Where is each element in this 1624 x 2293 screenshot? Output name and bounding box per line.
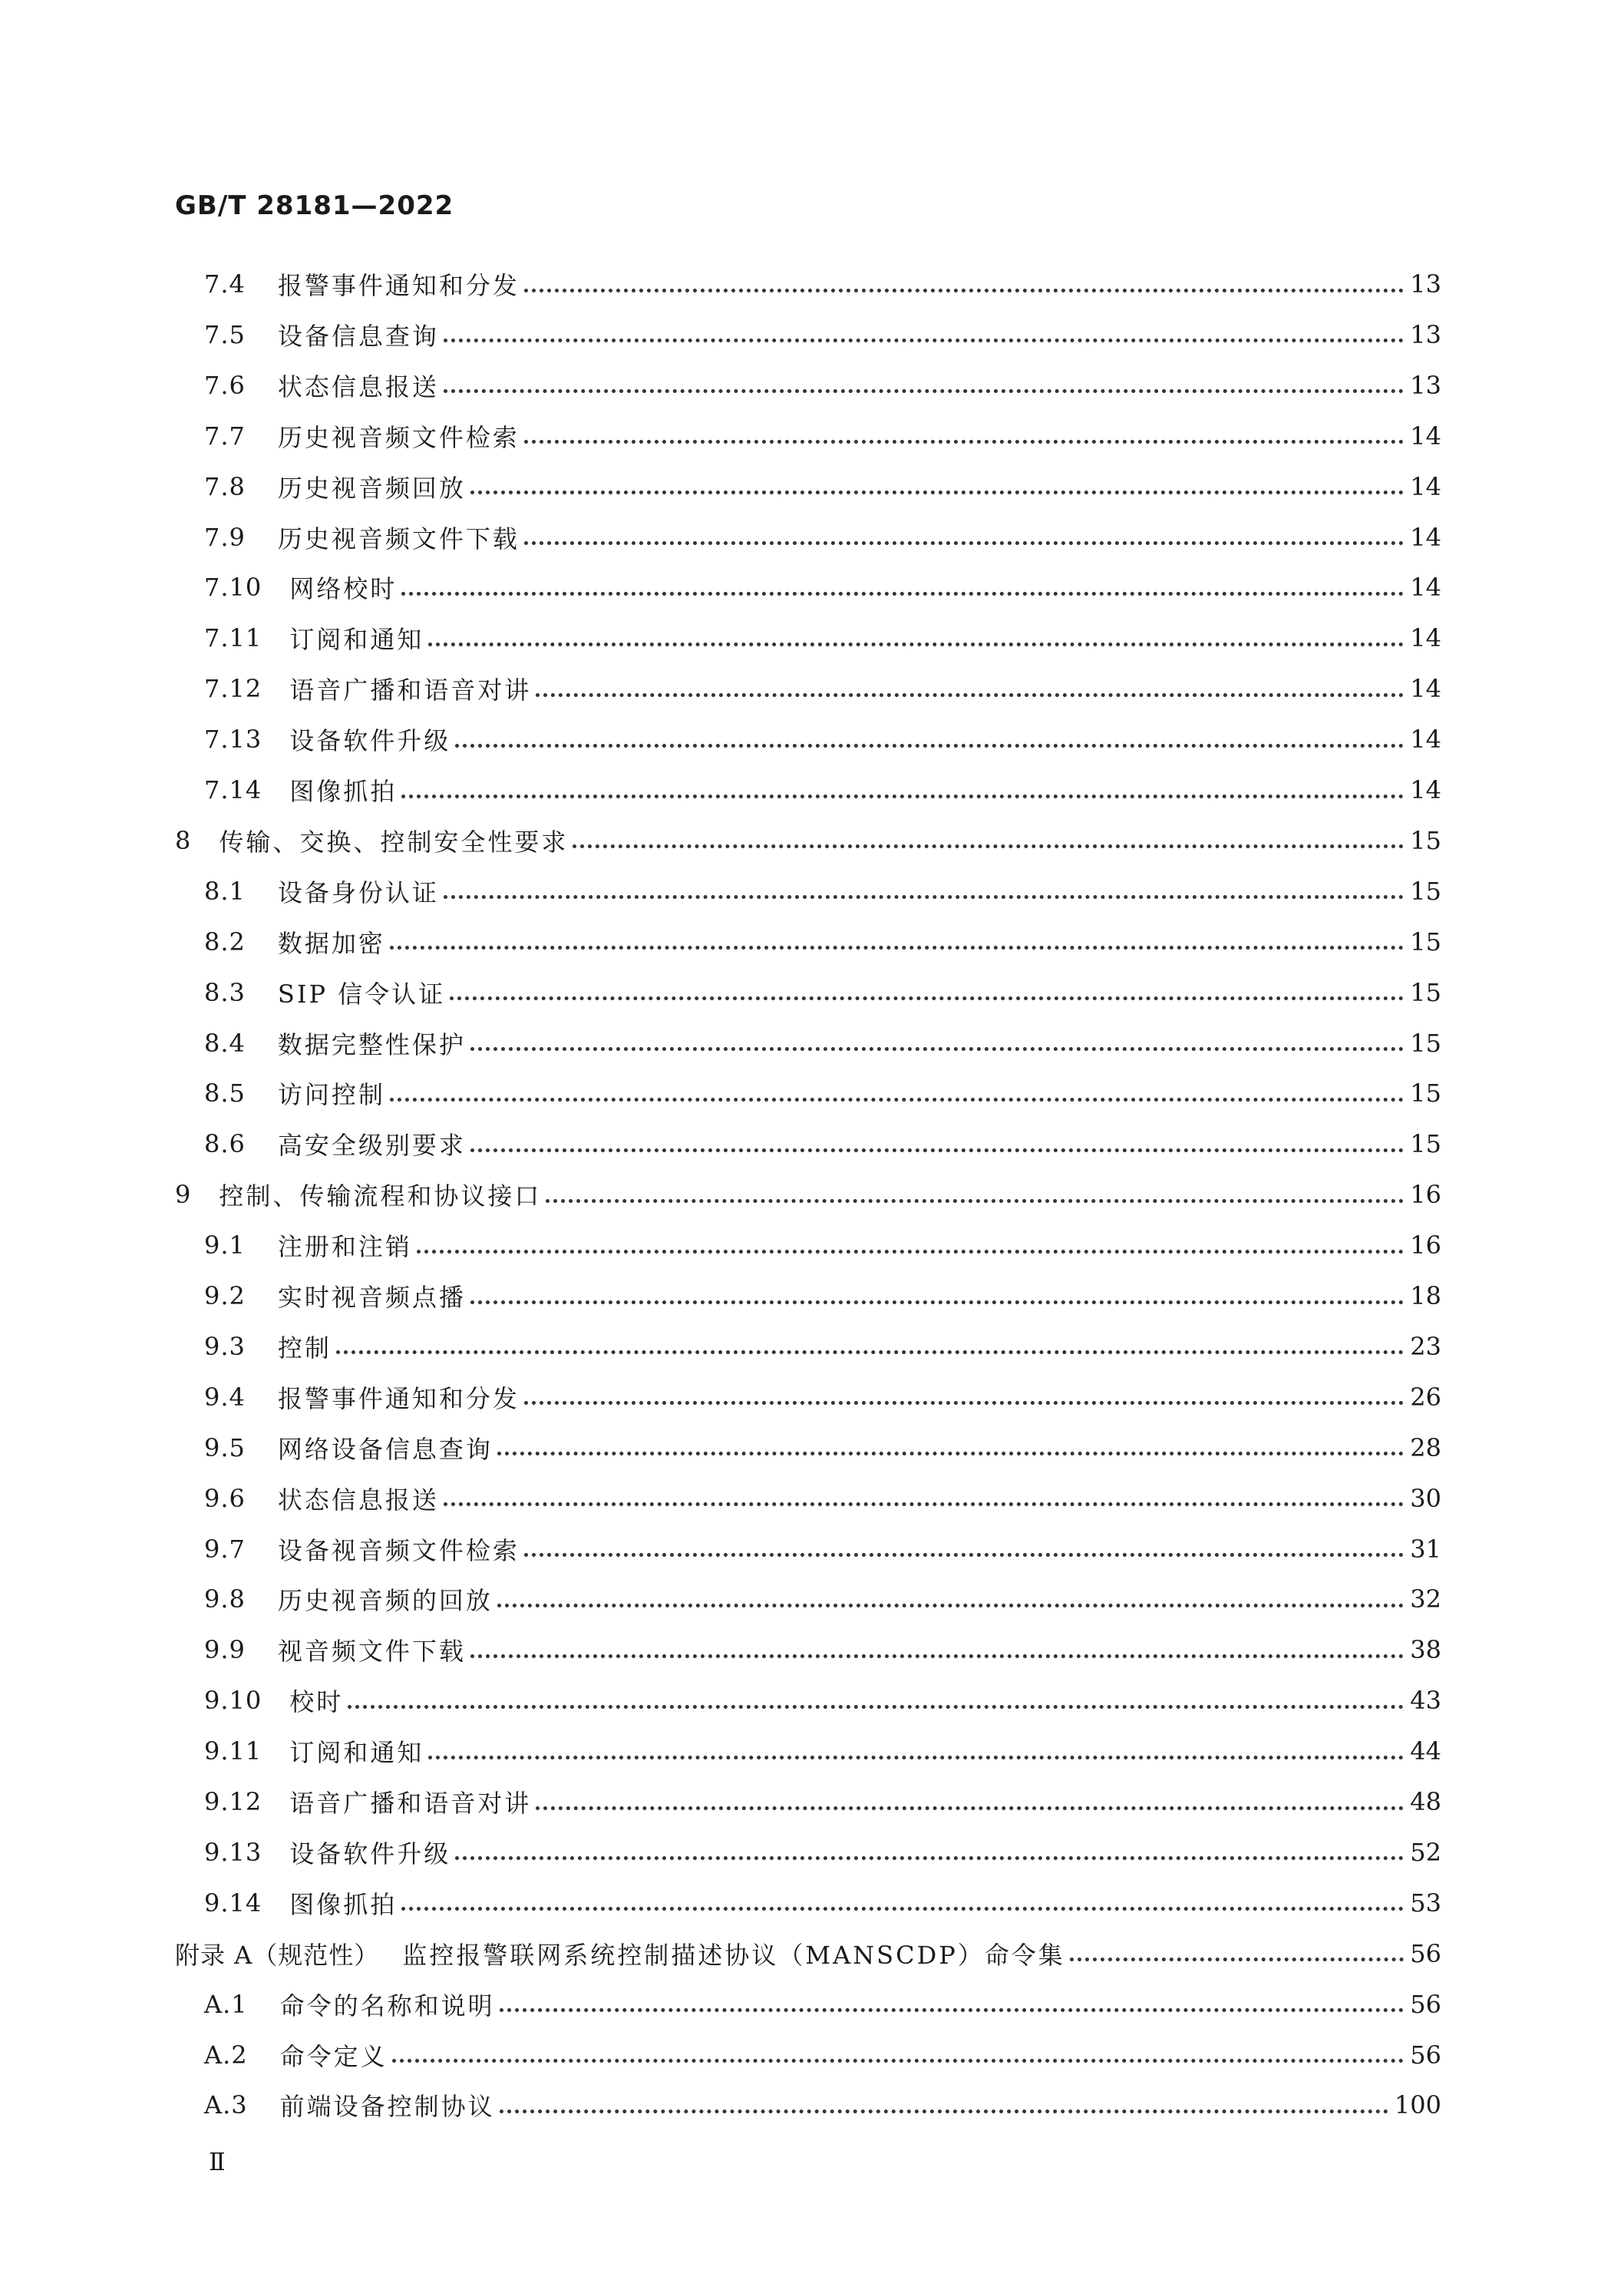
- toc-entry[interactable]: [204, 1226, 1441, 1264]
- toc-entry-number: 7.11: [204, 623, 262, 653]
- toc-entry-title: 历史视音频回放: [277, 473, 466, 503]
- toc-entry-page: 14: [1410, 775, 1441, 805]
- toc-leader-dots: [546, 1168, 1404, 1203]
- toc-entry[interactable]: [204, 669, 1441, 708]
- toc-entry-page: 28: [1410, 1432, 1441, 1462]
- toc-entry[interactable]: [204, 923, 1441, 961]
- toc-entry-title: 高安全级别要求: [277, 1131, 466, 1161]
- toc-entry[interactable]: [204, 1985, 1441, 2024]
- toc-entry-title: 数据完整性保护: [277, 1029, 466, 1059]
- toc-entry-title: 订阅和通知: [289, 1738, 424, 1768]
- toc-entry-title: 注册和注销: [277, 1232, 412, 1262]
- toc-entry-number: 9.13: [204, 1837, 262, 1867]
- toc-entry-page: 52: [1410, 1837, 1441, 1867]
- toc-entry-title: 命令的名称和说明: [279, 1991, 495, 2020]
- toc-entry-number: 9: [175, 1180, 192, 1210]
- toc-entry-title: 图像抓拍: [289, 777, 398, 806]
- toc-entry-number: 9.4: [204, 1382, 246, 1412]
- toc-entry-page: 18: [1410, 1281, 1441, 1310]
- toc-leader-dots: [455, 1825, 1404, 1860]
- toc-entry-number: 9.8: [204, 1584, 246, 1614]
- toc-leader-dots: [573, 814, 1404, 848]
- toc-entry-title: 图像抓拍: [289, 1889, 398, 1919]
- toc-leader-dots: [444, 864, 1404, 899]
- toc-entry[interactable]: [204, 1783, 1441, 1821]
- toc-entry-page: 13: [1410, 370, 1441, 400]
- toc-leader-dots: [390, 1067, 1404, 1102]
- toc-entry-title: 控制: [277, 1333, 332, 1363]
- toc-entry-number: 7.8: [204, 471, 246, 501]
- toc-entry[interactable]: [204, 1681, 1441, 1720]
- toc-entry[interactable]: [204, 1327, 1441, 1366]
- toc-leader-dots: [417, 1219, 1404, 1254]
- toc-entry-title: 传输、交换、控制安全性要求: [219, 827, 569, 857]
- toc-entry-page: 16: [1410, 1231, 1441, 1260]
- toc-leader-dots: [444, 358, 1404, 393]
- toc-entry-number: 9.11: [204, 1736, 262, 1766]
- toc-entry-page: 53: [1410, 1888, 1441, 1918]
- toc-entry[interactable]: [204, 2086, 1441, 2124]
- toc-leader-dots: [401, 561, 1404, 596]
- toc-entry[interactable]: [204, 1125, 1441, 1163]
- toc-leader-dots: [336, 1320, 1404, 1354]
- toc-entry-page: 56: [1410, 2040, 1441, 2070]
- toc-leader-dots: [401, 764, 1404, 798]
- toc-entry-page: 23: [1410, 1331, 1441, 1361]
- document-header: GB/T 28181—2022: [175, 190, 454, 221]
- toc-entry-number: 9.5: [204, 1432, 246, 1462]
- toc-entry-number: 9.3: [204, 1331, 246, 1361]
- toc-entry-page: 15: [1410, 876, 1441, 906]
- toc-leader-dots: [500, 2079, 1388, 2113]
- toc-entry[interactable]: [204, 1277, 1441, 1315]
- toc-entry-number: 8.3: [204, 977, 246, 1007]
- toc-entry-number: 7.12: [204, 674, 262, 704]
- toc-leader-dots: [455, 713, 1404, 748]
- toc-entry[interactable]: [204, 1429, 1441, 1467]
- toc-entry[interactable]: [204, 316, 1441, 354]
- toc-entry[interactable]: [204, 1378, 1441, 1416]
- toc-entry-page: 15: [1410, 1079, 1441, 1109]
- toc-leader-dots: [524, 1522, 1404, 1557]
- toc-entry-title: 设备身份认证: [277, 877, 439, 907]
- toc-entry-number: 7.4: [204, 269, 246, 299]
- toc-entry-number: 8: [175, 825, 192, 855]
- toc-entry-title: 网络设备信息查询: [277, 1434, 493, 1464]
- toc-entry-page: 13: [1410, 269, 1441, 299]
- toc-entry-title: 设备视音频文件检索: [277, 1535, 520, 1565]
- toc-entry-number: 7.9: [204, 522, 246, 552]
- toc-entry-title: 历史视音频文件检索: [277, 422, 520, 452]
- toc-leader-dots: [497, 1573, 1404, 1607]
- toc-leader-dots: [450, 966, 1404, 1000]
- toc-entry[interactable]: [204, 1530, 1441, 1568]
- toc-leader-dots: [536, 1776, 1404, 1810]
- toc-entry-page: 48: [1410, 1787, 1441, 1816]
- toc-leader-dots: [470, 1118, 1404, 1152]
- toc-entry-number: A.3: [204, 2090, 248, 2120]
- toc-entry-title: 监控报警联网系统控制描述协议（MANSCDP）命令集: [402, 1940, 1065, 1970]
- toc-entry[interactable]: [204, 366, 1441, 405]
- toc-leader-dots: [392, 2028, 1404, 2063]
- toc-entry-number: 9.10: [204, 1686, 262, 1716]
- toc-leader-dots: [500, 1977, 1404, 2012]
- toc-entry-title: 命令定义: [279, 2041, 388, 2071]
- toc-entry-title: 实时视音频点播: [277, 1283, 466, 1312]
- toc-entry[interactable]: [204, 265, 1441, 303]
- toc-entry-page: 14: [1410, 725, 1441, 755]
- toc-entry[interactable]: [175, 1175, 1441, 1214]
- toc-leader-dots: [470, 1270, 1404, 1304]
- toc-entry-title: 数据加密: [277, 928, 385, 958]
- toc-entry-title: 访问控制: [277, 1080, 385, 1110]
- toc-entry-title: 订阅和通知: [289, 625, 424, 655]
- toc-entry-title: 状态信息报送: [277, 1485, 439, 1515]
- toc-entry[interactable]: [204, 468, 1441, 506]
- toc-entry-page: 56: [1410, 1989, 1441, 2019]
- toc-entry-page: 15: [1410, 825, 1441, 855]
- toc-leader-dots: [524, 258, 1404, 292]
- toc-entry-page: 32: [1410, 1584, 1441, 1614]
- toc-entry-page: 14: [1410, 421, 1441, 451]
- toc-entry-page: 15: [1410, 927, 1441, 957]
- toc-entry[interactable]: [204, 1884, 1441, 1922]
- toc-entry-number: 7.13: [204, 725, 262, 755]
- toc-entry[interactable]: [204, 619, 1441, 657]
- toc-entry[interactable]: [204, 1631, 1441, 1669]
- toc-entry-page: 26: [1410, 1382, 1441, 1412]
- toc-entry-title: 历史视音频的回放: [277, 1586, 493, 1616]
- toc-entry-title: 状态信息报送: [277, 372, 439, 401]
- toc-entry[interactable]: [204, 1833, 1441, 1872]
- toc-entry[interactable]: [204, 771, 1441, 809]
- toc-entry[interactable]: [204, 973, 1441, 1012]
- toc-entry[interactable]: [204, 518, 1441, 557]
- toc-leader-dots: [470, 1624, 1404, 1658]
- toc-leader-dots: [348, 1674, 1404, 1709]
- toc-entry-title: 报警事件通知和分发: [277, 1383, 520, 1413]
- toc-leader-dots: [428, 1725, 1404, 1759]
- toc-entry-page: 100: [1394, 2090, 1441, 2120]
- toc-entry-page: 16: [1410, 1180, 1441, 1210]
- toc-entry[interactable]: [204, 720, 1441, 758]
- toc-entry[interactable]: [175, 821, 1441, 860]
- toc-leader-dots: [524, 510, 1404, 545]
- toc-entry-page: 38: [1410, 1635, 1441, 1665]
- toc-entry-page: 14: [1410, 471, 1441, 501]
- toc-entry[interactable]: [204, 872, 1441, 910]
- toc-entry-number: 8.1: [204, 876, 246, 906]
- toc-entry-page: 56: [1410, 1938, 1441, 1968]
- toc-entry-number: 9.7: [204, 1534, 246, 1564]
- toc-leader-dots: [536, 662, 1404, 697]
- page-number: Ⅱ: [209, 2147, 226, 2176]
- toc-entry-title: 控制、传输流程和协议接口: [219, 1181, 542, 1211]
- toc-leader-dots: [524, 1370, 1404, 1405]
- toc-leader-dots: [428, 612, 1404, 646]
- toc-entry-number: 9.2: [204, 1281, 246, 1310]
- toc-entry-number: 8.4: [204, 1028, 246, 1058]
- toc-entry-number: 7.5: [204, 319, 246, 349]
- toc-entry-page: 14: [1410, 674, 1441, 704]
- toc-entry-page: 15: [1410, 977, 1441, 1007]
- toc-leader-dots: [401, 1876, 1404, 1911]
- toc-leader-dots: [524, 409, 1404, 444]
- toc-entry-title: 历史视音频文件下载: [277, 524, 520, 553]
- toc-entry-number: A.2: [204, 2040, 248, 2070]
- toc-entry-page: 15: [1410, 1129, 1441, 1159]
- toc-entry-number: 9.14: [204, 1888, 262, 1918]
- toc-entry-title: 校时: [289, 1687, 344, 1717]
- toc-entry-number: 9.1: [204, 1231, 246, 1260]
- toc-leader-dots: [1070, 1927, 1404, 1961]
- toc-leader-dots: [390, 915, 1404, 950]
- toc-entry-number: 附录 A（规范性）: [175, 1940, 380, 1970]
- toc-entry[interactable]: [204, 1024, 1441, 1062]
- toc-entry-page: 43: [1410, 1686, 1441, 1716]
- toc-entry-number: 8.2: [204, 927, 246, 957]
- toc-entry-page: 13: [1410, 319, 1441, 349]
- toc-entry-number: 7.7: [204, 421, 246, 451]
- toc-entry[interactable]: [204, 568, 1441, 606]
- toc-leader-dots: [497, 1421, 1404, 1455]
- toc-entry-number: 7.6: [204, 370, 246, 400]
- toc-entry-number: 7.14: [204, 775, 262, 805]
- toc-entry-page: 15: [1410, 1028, 1441, 1058]
- toc-entry[interactable]: [204, 1074, 1441, 1112]
- toc-leader-dots: [470, 1016, 1404, 1051]
- toc-leader-dots: [470, 460, 1404, 494]
- toc-entry-page: 14: [1410, 573, 1441, 603]
- toc-entry-number: 8.6: [204, 1129, 246, 1159]
- toc-entry-page: 14: [1410, 623, 1441, 653]
- toc-entry-title: 设备软件升级: [289, 726, 451, 756]
- toc-entry-number: 9.6: [204, 1483, 246, 1513]
- toc-entry-page: 44: [1410, 1736, 1441, 1766]
- toc-entry-title: 语音广播和语音对讲: [289, 1789, 532, 1818]
- toc-entry-page: 14: [1410, 522, 1441, 552]
- toc-entry-title: 语音广播和语音对讲: [289, 676, 532, 705]
- toc-entry-page: 31: [1410, 1534, 1441, 1564]
- toc-entry[interactable]: [204, 417, 1441, 455]
- toc-entry-number: 7.10: [204, 573, 262, 603]
- toc-entry[interactable]: [204, 1479, 1441, 1518]
- toc-entry-number: 9.9: [204, 1635, 246, 1665]
- toc-entry-number: A.1: [204, 1989, 248, 2019]
- toc-leader-dots: [444, 308, 1404, 342]
- toc-entry-title: 视音频文件下载: [277, 1637, 466, 1667]
- toc-entry-title: 前端设备控制协议: [279, 2092, 495, 2122]
- toc-entry[interactable]: [175, 1935, 1441, 1973]
- toc-leader-dots: [444, 1472, 1404, 1506]
- toc-entry-title: 设备软件升级: [289, 1839, 451, 1868]
- toc-entry[interactable]: [204, 1732, 1441, 1770]
- toc-entry-title: 报警事件通知和分发: [277, 271, 520, 300]
- toc-entry[interactable]: [204, 2036, 1441, 2074]
- toc-entry-title: SIP 信令认证: [277, 979, 446, 1009]
- toc-entry-title: 设备信息查询: [277, 321, 439, 351]
- toc-entry-page: 30: [1410, 1483, 1441, 1513]
- toc-entry-number: 8.5: [204, 1079, 246, 1109]
- toc-entry[interactable]: [204, 1580, 1441, 1618]
- toc-entry-number: 9.12: [204, 1787, 262, 1816]
- toc-entry-title: 网络校时: [289, 574, 398, 604]
